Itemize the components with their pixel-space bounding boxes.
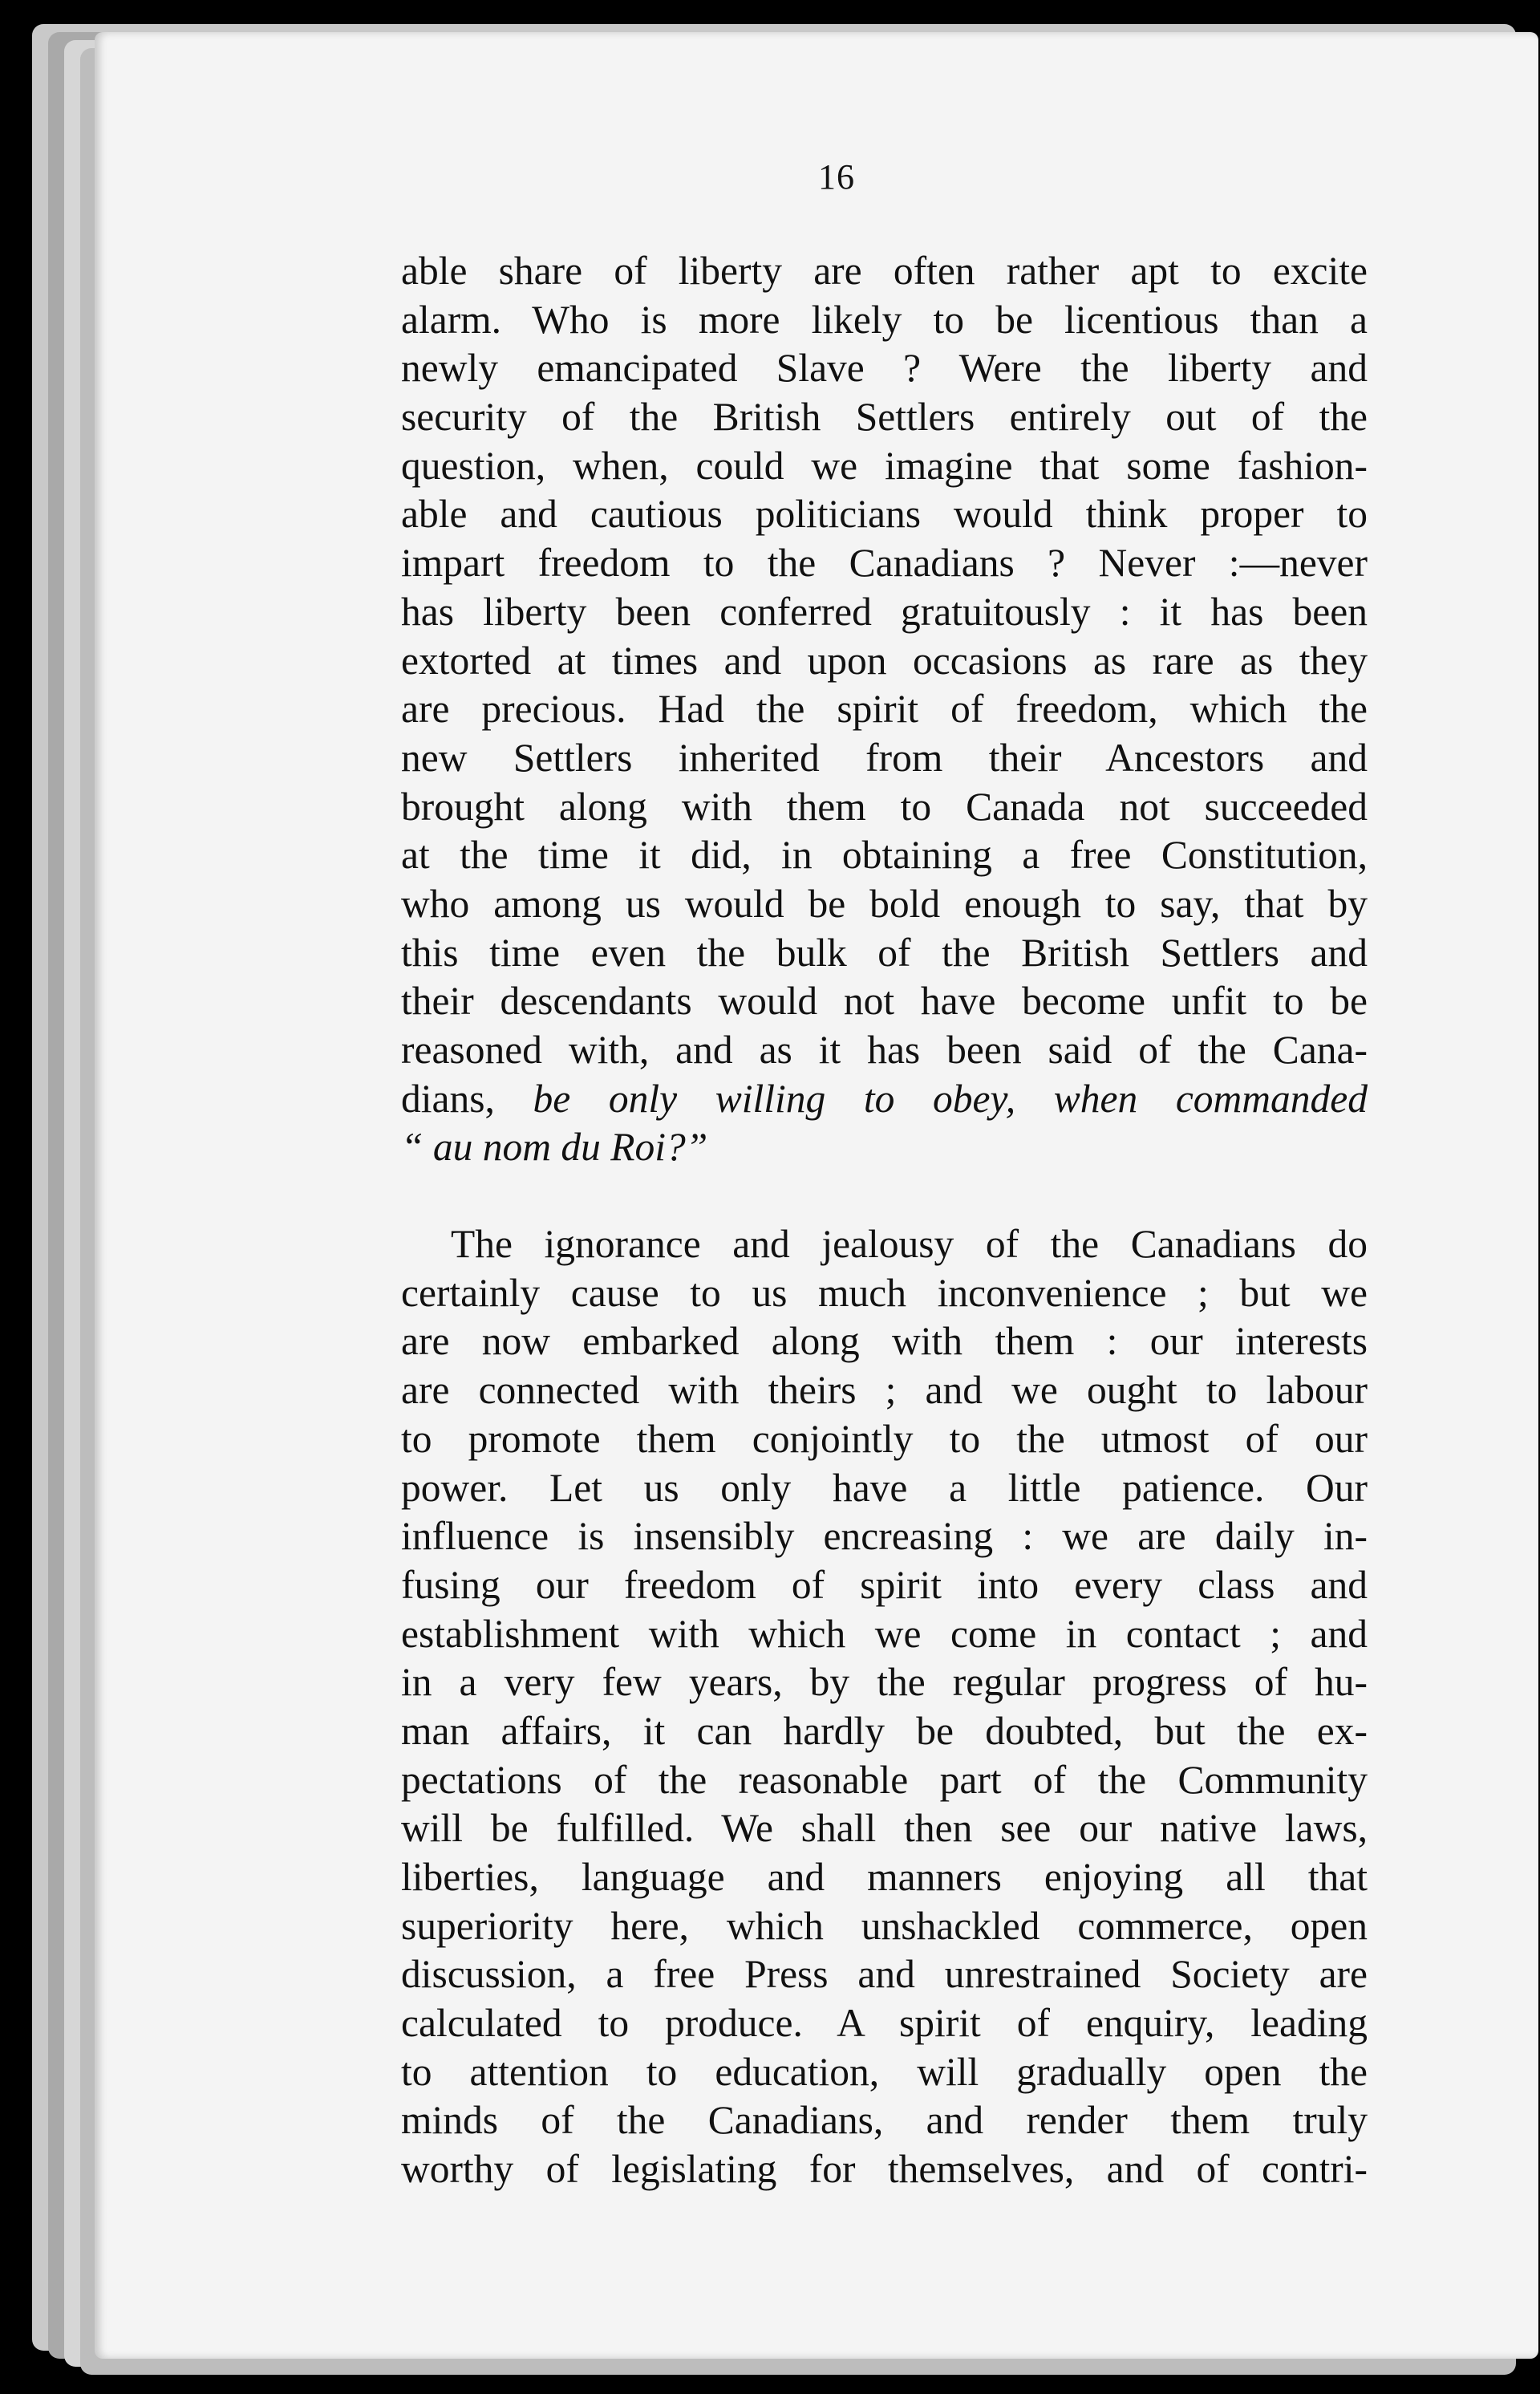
text-line: pectations of the reasonable part of the Community [401,1757,1368,1802]
text-line: reasoned with, and as it has been said of the Cana- [401,1028,1368,1072]
text-line: influence is insensibly encreasing : we are daily in- [401,1514,1368,1559]
text-line: extorted at times and upon occasions as rare as they [401,638,1368,683]
text-line: establishment with which we come in contact ; and [401,1611,1368,1656]
italic-quote-line: “ au nom du Roi?” [401,1125,708,1170]
text-line: in a very few years, by the regular progress of hu- [401,1660,1368,1705]
text-line: are precious. Had the spirit of freedom, which the [401,687,1368,732]
text-line: certainly cause to us much inconvenience ; but we [401,1270,1368,1315]
text-line: question, when, could we imagine that some fashion- [401,443,1368,488]
text-line: are connected with theirs ; and we ought to labour [401,1368,1368,1413]
text-line: are now embarked along with them : our interests [401,1319,1368,1364]
text-line: calculated to produce. A spirit of enquiry, leading [401,2001,1368,2046]
text-line: who among us would be bold enough to say, that by [401,881,1368,926]
text-line: to attention to education, will gradually open the [401,2049,1368,2094]
text-line: man affairs, it can hardly be doubted, but the ex- [401,1708,1368,1753]
paragraph-2 [401,1220,1368,2194]
text-plain: dians, [401,1076,495,1121]
text-line: power. Let us only have a little patience. Our [401,1465,1368,1510]
text-line: minds of the Canadians, and render them truly [401,2098,1368,2143]
body-text [401,247,1368,2194]
text-line: brought along with them to Canada not succeeded [401,784,1368,829]
text-line: security of the British Settlers entirely out of the [401,395,1368,440]
italic-quote: be only willing to obey, when commanded [533,1076,1368,1121]
text-line: discussion, a free Press and unrestrained Society are [401,1952,1368,1997]
text-line: The ignorance and jealousy of the Canadians do [451,1222,1368,1267]
text-line: alarm. Who is more likely to be licentious than a [401,297,1368,342]
text-line: will be fulfilled. We shall then see our native laws, [401,1806,1368,1851]
text-line: impart freedom to the Canadians ? Never :—never [401,541,1368,586]
text-line: their descendants would not have become unfit to be [401,979,1368,1024]
text-line: this time even the bulk of the British Settlers and [401,930,1368,975]
text-line: newly emancipated Slave ? Were the liberty and [401,346,1368,391]
text-line: superiority here, which unshackled commerce, open [401,1903,1368,1948]
text-line: to promote them conjointly to the utmost of our [401,1416,1368,1461]
text-line: at the time it did, in obtaining a free Constitution, [401,833,1368,878]
text-line: worthy of legislating for themselves, and of contri- [401,2147,1368,2192]
page-number: 16 [818,157,855,197]
text-line: new Settlers inherited from their Ancestors and [401,735,1368,780]
text-line: able share of liberty are often rather apt to excite [401,249,1368,293]
text-line: has liberty been conferred gratuitously : it has been [401,589,1368,634]
text-line: fusing our freedom of spirit into every class and [401,1562,1368,1607]
text-line: able and cautious politicians would think proper to [401,492,1368,537]
paragraph-1 [401,247,1368,1172]
text-line [401,1075,1368,1124]
text-line: liberties, language and manners enjoying all that [401,1855,1368,1899]
